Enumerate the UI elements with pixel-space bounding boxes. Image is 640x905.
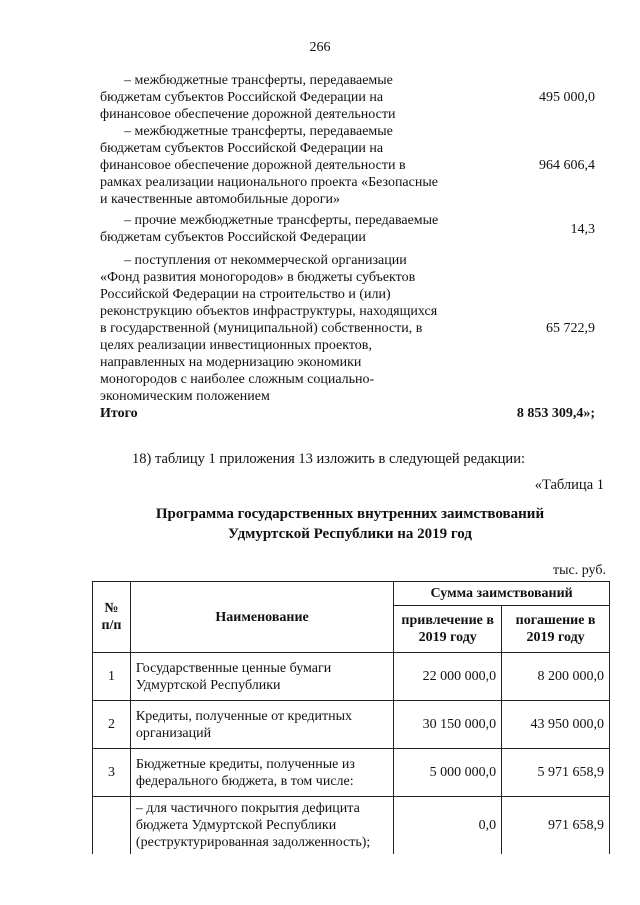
- total-row: [100, 405, 595, 422]
- table-reference: «Таблица 1: [534, 477, 604, 493]
- row-repay: 8 200 000,0: [502, 653, 610, 701]
- list-item-line: финансовое обеспечение дорожной деятельности в: [100, 158, 406, 173]
- row-name: Бюджетные кредиты, полученные из федерального бюджета, в том числе:: [130, 749, 393, 797]
- table-row: [93, 749, 610, 797]
- list-item-value: 14,3: [570, 222, 595, 237]
- list-item-line: – межбюджетные трансферты, передаваемые: [124, 73, 393, 88]
- row-repay: 5 971 658,9: [502, 749, 610, 797]
- list-item-value: 65 722,9: [546, 321, 595, 336]
- paragraph-18: 18) таблицу 1 приложения 13 изложить в следующей редакции:: [132, 451, 525, 467]
- row-name: – для частичного покрытия дефицита бюджета Удмуртской Республики (реструктурированная задолженность);: [130, 797, 393, 855]
- row-name: Кредиты, полученные от кредитных организаций: [130, 701, 393, 749]
- list-item-line: Российской Федерации на строительство и (или): [100, 287, 391, 302]
- transfers-list: [100, 72, 595, 422]
- header-num: № п/п: [93, 582, 131, 653]
- header-name: Наименование: [130, 582, 393, 653]
- list-item-line: – межбюджетные трансферты, передаваемые: [124, 124, 393, 139]
- table-row: [93, 653, 610, 701]
- list-item: [100, 252, 595, 405]
- row-attract: 5 000 000,0: [394, 749, 502, 797]
- title-line-2: Удмуртской Республики на 2019 год: [228, 526, 472, 542]
- row-attract: 22 000 000,0: [394, 653, 502, 701]
- header-attract: привлечение в 2019 году: [394, 606, 502, 653]
- table-row: [93, 701, 610, 749]
- list-item: [100, 123, 595, 208]
- list-item: [100, 212, 595, 246]
- list-item-line: экономическим положением: [100, 389, 270, 404]
- list-item-line: реконструкцию объектов инфраструктуры, находящихся: [100, 304, 438, 319]
- row-num: [93, 797, 131, 855]
- table-row: [93, 797, 610, 855]
- row-repay: 43 950 000,0: [502, 701, 610, 749]
- list-item-line: рамках реализации национального проекта «Безопасные: [100, 175, 438, 190]
- total-label: Итого: [100, 406, 138, 421]
- list-item-line: – прочие межбюджетные трансферты, передаваемые: [124, 213, 439, 228]
- row-repay: 971 658,9: [502, 797, 610, 855]
- row-num: 1: [93, 653, 131, 701]
- list-item-line: – поступления от некоммерческой организации: [124, 253, 407, 268]
- title-line-1: Программа государственных внутренних заимствований: [155, 506, 545, 522]
- borrowing-table: [92, 581, 610, 854]
- list-item-line: в государственной (муниципальной) собственности, в: [100, 321, 423, 336]
- list-item: [100, 72, 595, 123]
- list-item-line: финансовое обеспечение дорожной деятельности: [100, 107, 396, 122]
- list-item-line: и качественные автомобильные дороги»: [100, 192, 340, 207]
- list-item-line: направленных на модернизацию экономики: [100, 355, 362, 370]
- row-attract: 0,0: [394, 797, 502, 855]
- row-name: Государственные ценные бумаги Удмуртской Республики: [130, 653, 393, 701]
- list-item-line: бюджетам субъектов Российской Федерации на: [100, 141, 384, 156]
- header-repay: погашение в 2019 году: [502, 606, 610, 653]
- list-item-line: «Фонд развития моногородов» в бюджеты субъектов: [100, 270, 416, 285]
- list-item-value: 964 606,4: [539, 158, 595, 173]
- header-sum: Сумма заимствований: [394, 582, 610, 606]
- row-num: 2: [93, 701, 131, 749]
- list-item-line: моногородов с наиболее сложным социально-: [100, 372, 375, 387]
- total-value: 8 853 309,4»;: [516, 406, 595, 421]
- row-attract: 30 150 000,0: [394, 701, 502, 749]
- unit-label: тыс. руб.: [553, 563, 606, 578]
- list-item-line: целях реализации инвестиционных проектов,: [100, 338, 372, 353]
- table-title: [90, 504, 610, 544]
- list-item-line: бюджетам субъектов Российской Федерации: [100, 230, 366, 245]
- list-item-line: бюджетам субъектов Российской Федерации на: [100, 90, 384, 105]
- row-num: 3: [93, 749, 131, 797]
- table-header-row: [93, 582, 610, 606]
- page-number: 266: [309, 40, 331, 55]
- list-item-value: 495 000,0: [539, 90, 595, 105]
